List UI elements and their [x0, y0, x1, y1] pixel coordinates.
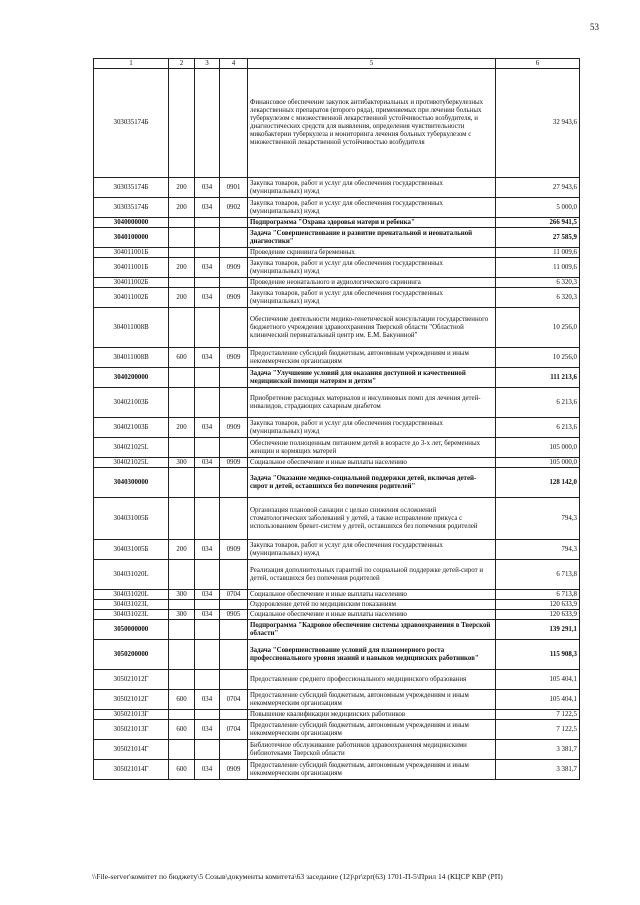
row-col4	[220, 560, 248, 590]
row-code: 305021013Г	[94, 720, 169, 740]
table-row	[94, 388, 580, 418]
row-col4	[220, 438, 248, 458]
row-description: Реализация дополнительных гарантий по социальной поддержке детей-сирот и детей, оставшихся без попечения родителей	[248, 560, 496, 590]
row-col2	[169, 560, 195, 590]
row-amount: 11 009,6	[496, 248, 580, 258]
row-col2: 300	[169, 458, 195, 468]
table-row	[94, 610, 580, 620]
row-description: Предоставление субсидий бюджетным, автономным учреждениям и иным некоммерческим организациям	[248, 760, 496, 780]
row-description: Предоставление субсидий бюджетным, автономным учреждениям и иным некоммерческим организациям	[248, 720, 496, 740]
row-description: Обеспечение деятельности медико-генетической консультации государственного бюджетного учреждения здравоохранения Тверской области "Областной клинический перинатальный центр им. Е.М. Бакуниной"	[248, 308, 496, 348]
row-amount: 794,3	[496, 540, 580, 560]
row-col4: 0909	[220, 258, 248, 278]
row-col3	[195, 670, 220, 690]
row-col4: 0704	[220, 690, 248, 710]
table-row	[94, 560, 580, 590]
table-row	[94, 288, 580, 308]
row-col2	[169, 438, 195, 458]
row-amount: 105 000,0	[496, 458, 580, 468]
row-description: Задача "Совершенствование условий для планомерного роста профессионального уровня знаний и навыков медицинских работников"	[248, 640, 496, 670]
table-row	[94, 458, 580, 468]
row-col2: 600	[169, 348, 195, 368]
row-col3	[195, 560, 220, 590]
row-col3: 034	[195, 720, 220, 740]
row-amount: 32 943,6	[496, 69, 580, 178]
table-row	[94, 710, 580, 720]
row-code: 304011002Б	[94, 278, 169, 288]
row-col4	[220, 498, 248, 540]
table-header-row	[94, 59, 580, 69]
row-description: Подпрограмма "Кадровое обеспечение системы здравоохранения в Тверской области"	[248, 620, 496, 640]
table-row	[94, 178, 580, 198]
row-col3	[195, 600, 220, 610]
row-col3: 034	[195, 198, 220, 218]
row-col4: 0909	[220, 760, 248, 780]
row-col3	[195, 438, 220, 458]
row-description: Библиотечное обслуживание работников здравоохранения медицинскими библиотеками Тверской области	[248, 740, 496, 760]
row-description: Проведение неонатального и аудиологического скрининга	[248, 278, 496, 288]
table-row	[94, 690, 580, 710]
row-col2: 200	[169, 540, 195, 560]
row-description: Задача "Оказание медико-социальной поддержки детей, включая детей-сирот и детей, оставшихся без попечения родителей"	[248, 468, 496, 498]
table-row	[94, 438, 580, 458]
row-col3: 034	[195, 348, 220, 368]
table-row	[94, 760, 580, 780]
row-code: 305021014Г	[94, 740, 169, 760]
row-col3	[195, 218, 220, 228]
row-col3: 034	[195, 288, 220, 308]
row-amount: 266 941,5	[496, 218, 580, 228]
row-amount: 6 213,6	[496, 418, 580, 438]
row-col4: 0905	[220, 610, 248, 620]
table-row	[94, 600, 580, 610]
row-code: 303035174Б	[94, 178, 169, 198]
row-code: 3050200000	[94, 640, 169, 670]
row-col3	[195, 740, 220, 760]
row-code: 304031005Б	[94, 498, 169, 540]
row-amount: 10 256,0	[496, 308, 580, 348]
row-col2	[169, 218, 195, 228]
row-code: 304021003Б	[94, 418, 169, 438]
row-col4	[220, 308, 248, 348]
row-amount: 120 633,9	[496, 610, 580, 620]
row-col4: 0704	[220, 720, 248, 740]
row-code: 305021012Г	[94, 670, 169, 690]
table-row	[94, 228, 580, 248]
table-row	[94, 740, 580, 760]
row-code: 304031005Б	[94, 540, 169, 560]
row-col2	[169, 228, 195, 248]
row-col2: 200	[169, 418, 195, 438]
row-col3	[195, 388, 220, 418]
row-code: 3040000000	[94, 218, 169, 228]
row-col3	[195, 468, 220, 498]
page-number: 53	[590, 22, 599, 32]
row-description: Социальное обеспечение и иные выплаты населению	[248, 458, 496, 468]
row-code: 305021013Г	[94, 710, 169, 720]
row-col4	[220, 468, 248, 498]
row-col2: 300	[169, 590, 195, 600]
row-col2: 200	[169, 178, 195, 198]
row-amount: 7 122,5	[496, 720, 580, 740]
table-row	[94, 540, 580, 560]
row-amount: 3 381,7	[496, 740, 580, 760]
row-code: 304011001Б	[94, 258, 169, 278]
row-amount: 128 142,0	[496, 468, 580, 498]
row-amount: 6 713,8	[496, 590, 580, 600]
row-col2: 200	[169, 288, 195, 308]
table-row	[94, 368, 580, 388]
row-code: 304031023L	[94, 610, 169, 620]
row-col2	[169, 710, 195, 720]
row-description: Задача "Совершенствование и развитие пренатальной и неонатальной диагностики"	[248, 228, 496, 248]
row-col2: 300	[169, 610, 195, 620]
row-col2: 200	[169, 198, 195, 218]
row-col4: 0909	[220, 540, 248, 560]
row-amount: 11 009,6	[496, 258, 580, 278]
row-col3	[195, 69, 220, 178]
row-col2	[169, 740, 195, 760]
column-header: 2	[169, 59, 195, 69]
row-col4: 0902	[220, 198, 248, 218]
row-col4	[220, 640, 248, 670]
row-col4	[220, 368, 248, 388]
table-row	[94, 248, 580, 258]
row-col2	[169, 498, 195, 540]
table-row	[94, 198, 580, 218]
row-description: Закупка товаров, работ и услуг для обеспечения государственных (муниципальных) нужд	[248, 178, 496, 198]
row-col3	[195, 248, 220, 258]
table-row	[94, 278, 580, 288]
row-description: Социальное обеспечение и иные выплаты населению	[248, 590, 496, 600]
row-col3: 034	[195, 690, 220, 710]
table-row	[94, 590, 580, 600]
table-row	[94, 258, 580, 278]
row-col3	[195, 368, 220, 388]
row-code: 304021003Б	[94, 388, 169, 418]
row-description: Предоставление субсидий бюджетным, автономным учреждениям и иным некоммерческим организациям	[248, 690, 496, 710]
row-col2	[169, 670, 195, 690]
row-code: 303035174Б	[94, 198, 169, 218]
row-description: Закупка товаров, работ и услуг для обеспечения государственных (муниципальных) нужд	[248, 418, 496, 438]
row-code: 3040100000	[94, 228, 169, 248]
row-description: Приобретение расходных материалов и инсулиновых помп для лечения детей-инвалидов, страдающих сахарным диабетом	[248, 388, 496, 418]
row-code: 304011002Б	[94, 288, 169, 308]
row-col4: 0909	[220, 418, 248, 438]
row-col3	[195, 228, 220, 248]
row-code: 304011008В	[94, 308, 169, 348]
row-col4	[220, 228, 248, 248]
row-amount: 27 943,6	[496, 178, 580, 198]
row-col3: 034	[195, 418, 220, 438]
row-description: Закупка товаров, работ и услуг для обеспечения государственных (муниципальных) нужд	[248, 288, 496, 308]
row-description: Оздоровление детей по медицинским показаниям	[248, 600, 496, 610]
table-row	[94, 670, 580, 690]
row-amount: 6 213,6	[496, 388, 580, 418]
row-col4	[220, 388, 248, 418]
row-code: 3040200000	[94, 368, 169, 388]
row-col3: 034	[195, 178, 220, 198]
row-col2	[169, 69, 195, 178]
row-amount: 10 256,0	[496, 348, 580, 368]
row-col3: 034	[195, 258, 220, 278]
table-row	[94, 640, 580, 670]
row-col4: 0901	[220, 178, 248, 198]
row-description: Подпрограмма "Охрана здоровья матери и ребенка"	[248, 218, 496, 228]
row-col3: 034	[195, 590, 220, 600]
row-col2	[169, 368, 195, 388]
row-col2	[169, 278, 195, 288]
row-col4: 0909	[220, 288, 248, 308]
row-col4	[220, 248, 248, 258]
table-row	[94, 308, 580, 348]
row-code: 305021014Г	[94, 760, 169, 780]
row-col4	[220, 278, 248, 288]
row-col2: 200	[169, 258, 195, 278]
column-header: 3	[195, 59, 220, 69]
row-description: Повышение квалификации медицинских работников	[248, 710, 496, 720]
row-code: 304031020L	[94, 560, 169, 590]
file-path-footer: \\File-server\комитет по бюджету\5 Созыв\документы комитета\63 заседание (12)\pr\zpr(63) 1701-П-5\Прил 14 (КЦСР КВР (РП)	[92, 872, 503, 881]
column-header: 4	[220, 59, 248, 69]
row-description: Закупка товаров, работ и услуг для обеспечения государственных (муниципальных) нужд	[248, 540, 496, 560]
row-code: 305021012Г	[94, 690, 169, 710]
row-col2: 600	[169, 720, 195, 740]
table-row	[94, 720, 580, 740]
table-row	[94, 218, 580, 228]
column-header: 1	[94, 59, 169, 69]
row-description: Закупка товаров, работ и услуг для обеспечения государственных (муниципальных) нужд	[248, 198, 496, 218]
row-col4	[220, 740, 248, 760]
row-col2: 600	[169, 760, 195, 780]
table-row	[94, 348, 580, 368]
row-col2: 600	[169, 690, 195, 710]
row-code: 304011008В	[94, 348, 169, 368]
row-description: Социальное обеспечение и иные выплаты населению	[248, 610, 496, 620]
row-col3	[195, 710, 220, 720]
row-amount: 7 122,5	[496, 710, 580, 720]
row-col2	[169, 468, 195, 498]
row-col4	[220, 670, 248, 690]
row-amount: 6 320,3	[496, 288, 580, 308]
row-col3	[195, 640, 220, 670]
row-col4: 0909	[220, 348, 248, 368]
table-row	[94, 418, 580, 438]
row-col3	[195, 308, 220, 348]
row-code: 304021025L	[94, 458, 169, 468]
row-col3: 034	[195, 458, 220, 468]
row-col3	[195, 620, 220, 640]
row-amount: 105 404,1	[496, 670, 580, 690]
row-amount: 6 320,3	[496, 278, 580, 288]
row-col4	[220, 600, 248, 610]
row-col2	[169, 388, 195, 418]
row-col2	[169, 248, 195, 258]
row-amount: 6 713,8	[496, 560, 580, 590]
row-col4	[220, 710, 248, 720]
row-col2	[169, 640, 195, 670]
table-row	[94, 69, 580, 178]
column-header: 5	[248, 59, 496, 69]
row-amount: 139 291,1	[496, 620, 580, 640]
row-description: Предоставление субсидий бюджетным, автономным учреждениям и иным некоммерческим организациям	[248, 348, 496, 368]
row-col3	[195, 278, 220, 288]
row-col4	[220, 218, 248, 228]
row-description: Проведение скрининга беременных	[248, 248, 496, 258]
budget-table	[93, 58, 580, 780]
row-amount: 111 213,6	[496, 368, 580, 388]
row-col2	[169, 600, 195, 610]
row-amount: 120 633,9	[496, 600, 580, 610]
row-col4	[220, 620, 248, 640]
row-description: Финансовое обеспечение закупок антибактериальных и противотуберкулезных лекарственных препаратов (второго ряда), применяемых при лечении больных туберкулезом с множественной лекарственной устойчивостью возбудителя, и диагностических средств для выявления, определения чувствительности микобактерии туберкулеза и мониторинга лечения больных туберкулезом с множественной лекарственной устойчивостью возбудителя	[248, 69, 496, 178]
row-amount: 27 585,9	[496, 228, 580, 248]
row-amount: 794,3	[496, 498, 580, 540]
row-description: Закупка товаров, работ и услуг для обеспечения государственных (муниципальных) нужд	[248, 258, 496, 278]
row-col2	[169, 308, 195, 348]
row-amount: 105 000,0	[496, 438, 580, 458]
row-col4: 0704	[220, 590, 248, 600]
row-amount: 105 404,1	[496, 690, 580, 710]
row-col4: 0909	[220, 458, 248, 468]
table-row	[94, 498, 580, 540]
row-code: 304031020L	[94, 590, 169, 600]
table-row	[94, 468, 580, 498]
table-row	[94, 620, 580, 640]
column-header: 6	[496, 59, 580, 69]
row-description: Задача "Улучшение условий для оказания доступной и качественной медицинской помощи матерям и детям"	[248, 368, 496, 388]
row-col3: 034	[195, 610, 220, 620]
row-col3: 034	[195, 760, 220, 780]
row-description: Обеспечение полноценным питанием детей в возрасте до 3-х лет, беременных женщин и кормящих матерей	[248, 438, 496, 458]
row-code: 304031023L	[94, 600, 169, 610]
row-col4	[220, 69, 248, 178]
row-col2	[169, 620, 195, 640]
row-amount: 5 000,0	[496, 198, 580, 218]
row-description: Организация плановой санации с целью снижения осложнений стоматологических заболеваний у детей, а также исправление прикуса с использованием брекет-систем у детей, оставшихся без попечения родителей	[248, 498, 496, 540]
row-code: 304021025L	[94, 438, 169, 458]
row-description: Предоставление среднего профессионального медицинского образования	[248, 670, 496, 690]
row-code: 3040300000	[94, 468, 169, 498]
row-code: 303035174Б	[94, 69, 169, 178]
row-code: 304011001Б	[94, 248, 169, 258]
row-code: 3050000000	[94, 620, 169, 640]
row-col3: 034	[195, 540, 220, 560]
row-amount: 115 908,3	[496, 640, 580, 670]
row-col3	[195, 498, 220, 540]
row-amount: 3 381,7	[496, 760, 580, 780]
